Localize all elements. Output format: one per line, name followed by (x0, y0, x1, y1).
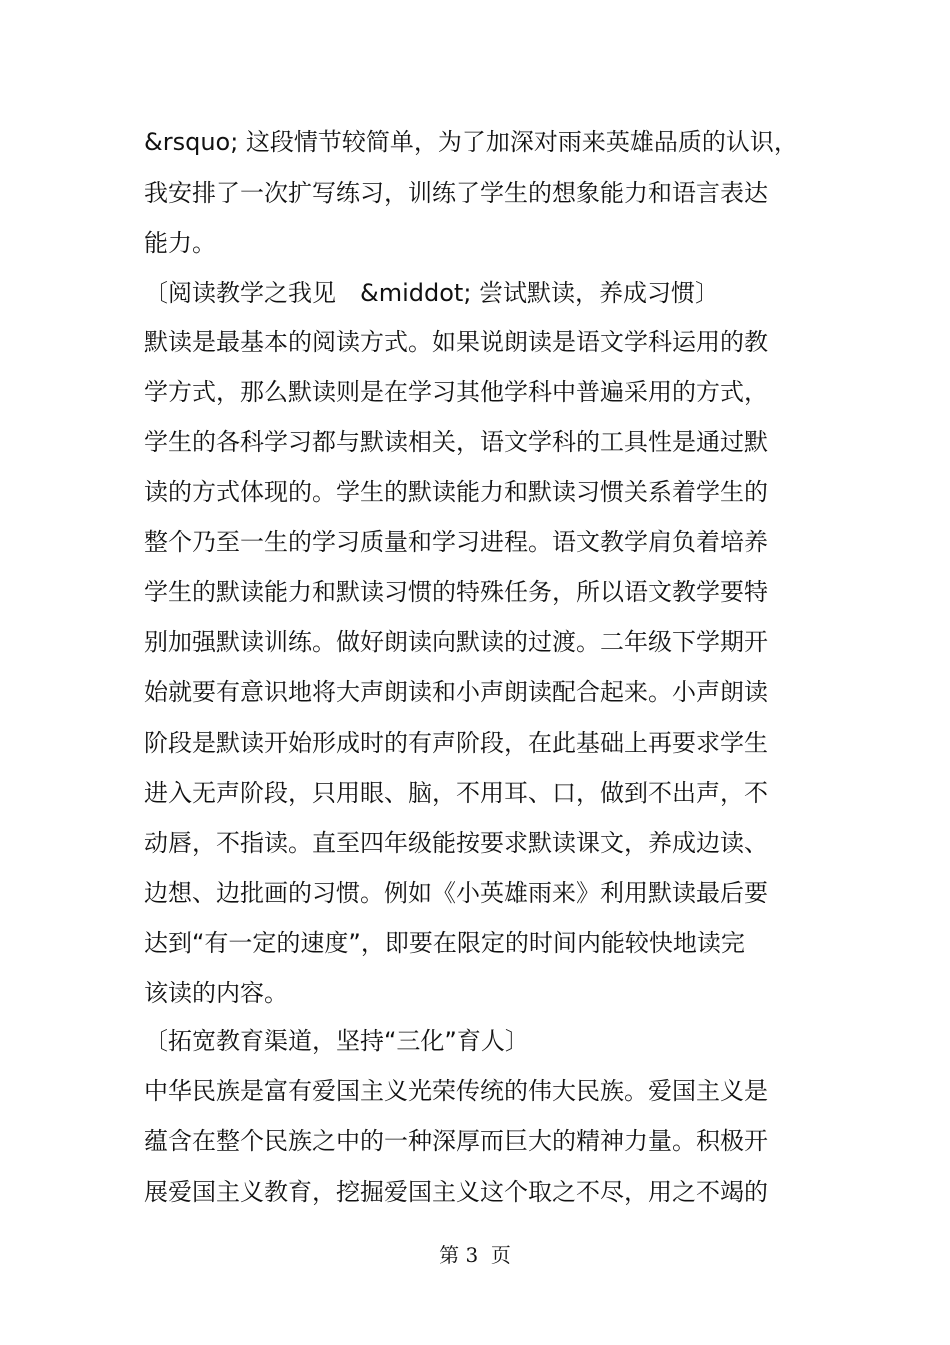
body-text-line: 达到“有一定的速度”，即要在限定的时间内能较快地读完 (144, 929, 745, 957)
body-text-line: 默读是最基本的阅读方式。如果说朗读是语文学科运用的教 (144, 328, 768, 356)
body-text-line: &rsquo; 这段情节较简单，为了加深对雨来英雄品质的认识， (144, 128, 798, 156)
body-text-line: 学生的各科学习都与默读相关，语文学科的工具性是通过默 (144, 428, 768, 456)
body-text-line: 别加强默读训练。做好朗读向默读的过渡。二年级下学期开 (144, 628, 768, 656)
body-text-line: 始就要有意识地将大声朗读和小声朗读配合起来。小声朗读 (144, 678, 768, 706)
body-text-line: 读的方式体现的。学生的默读能力和默读习惯关系着学生的 (144, 478, 768, 506)
body-text-line: 我安排了一次扩写练习，训练了学生的想象能力和语言表达 (144, 179, 768, 207)
section-heading: 〔拓宽教育渠道，坚持“三化”育人〕 (144, 1027, 529, 1055)
body-text-line: 进入无声阶段，只用眼、脑，不用耳、口，做到不出声，不 (144, 779, 768, 807)
body-text-line: 阶段是默读开始形成时的有声阶段，在此基础上再要求学生 (144, 729, 768, 757)
body-text-line: 能力。 (144, 229, 216, 257)
body-text-line: 边想、边批画的习惯。例如《小英雄雨来》利用默读最后要 (144, 879, 768, 907)
body-text-line: 学生的默读能力和默读习惯的特殊任务，所以语文教学要特 (144, 578, 768, 606)
section-heading: 〔阅读教学之我见 &middot; 尝试默读，养成习惯〕 (144, 279, 720, 307)
page-number: 第 3 页 (439, 1243, 511, 1267)
body-text-line: 展爱国主义教育，挖掘爱国主义这个取之不尽，用之不竭的 (144, 1178, 768, 1206)
body-text-line: 蕴含在整个民族之中的一种深厚而巨大的精神力量。积极开 (144, 1127, 768, 1155)
body-text-line: 整个乃至一生的学习质量和学习进程。语文教学肩负着培养 (144, 528, 768, 556)
body-text-line: 学方式，那么默读则是在学习其他学科中普遍采用的方式， (144, 378, 768, 406)
body-text-line: 中华民族是富有爱国主义光荣传统的伟大民族。爱国主义是 (144, 1077, 768, 1105)
body-text-line: 该读的内容。 (144, 979, 288, 1007)
body-text-line: 动唇，不指读。直至四年级能按要求默读课文，养成边读、 (144, 829, 768, 857)
